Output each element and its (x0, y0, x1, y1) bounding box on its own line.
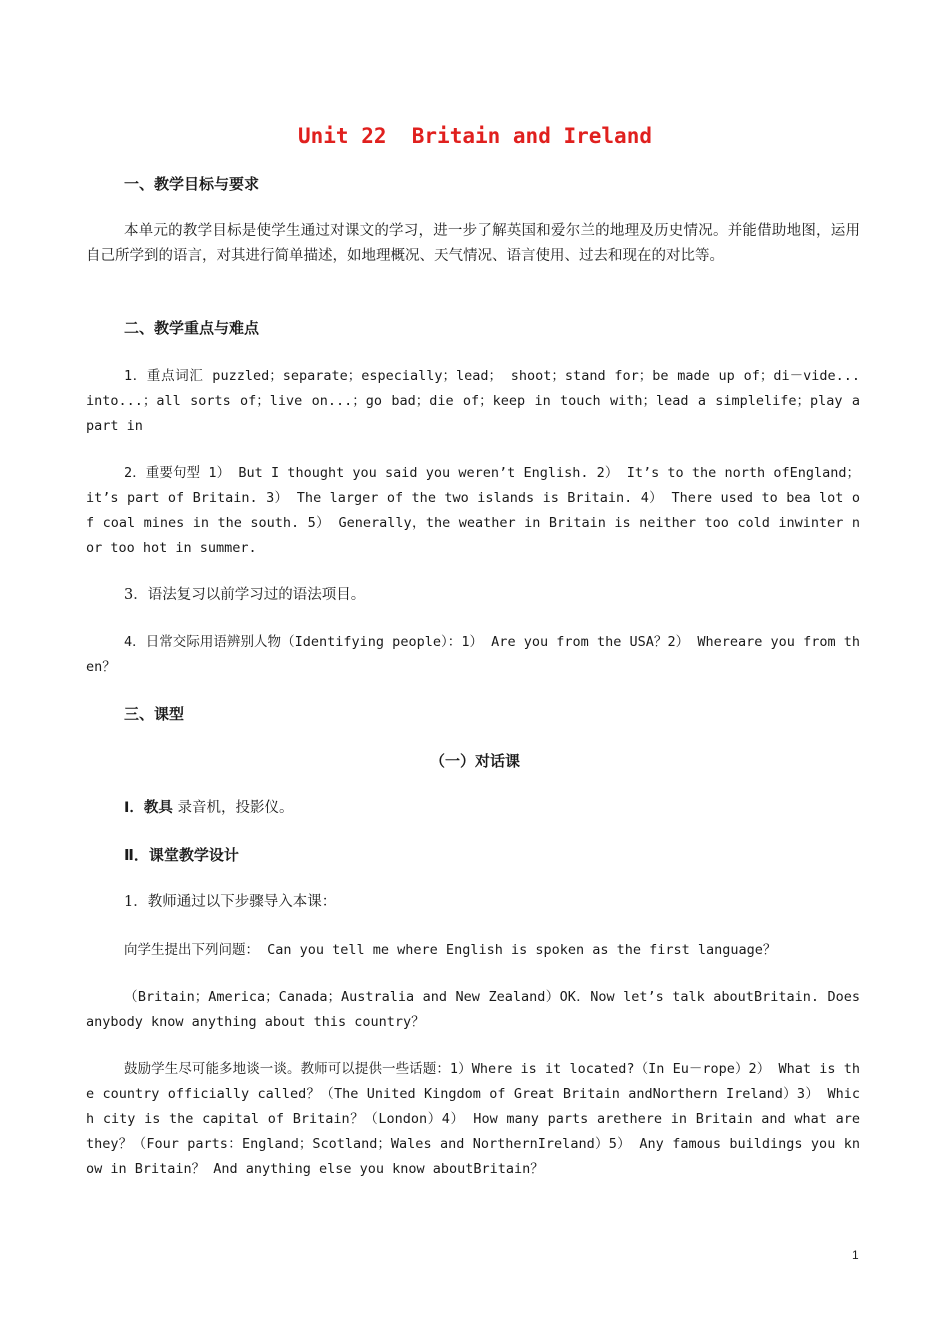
classroom-design-heading: Ⅱ．课堂教学设计 (124, 846, 239, 864)
objectives-paragraph: 本单元的教学目标是使学生通过对课文的学习，进一步了解英国和爱尔兰的地理及历史情况。并能借助地图，运用自己所学到的语言，对其进行简单描述，如地理概况、天气情况、语言使用、过去和现在的对比等。 (86, 223, 860, 264)
key-vocabulary-item: 1．重点词汇 puzzled；separate；especially；lead； shoot；stand for；be made up of；di－vide...into...；all sorts of；live on...；go bad；die of；keep in touch with；lead a simplelife；play a part in (86, 368, 860, 434)
lead-in-step: 1．教师通过以下步骤导入本课： (124, 894, 337, 910)
teaching-tools-text: 录音机，投影仪。 (172, 800, 294, 816)
lead-in-answer: （Britain；America；Canada；Australia and New Zealand）OK．Now let’s talk aboutBritain. Does anybody know anything about this country？ (86, 989, 860, 1030)
document-title: Unit 22 Britain and Ireland (297, 124, 652, 148)
page-number: 1 (852, 1248, 859, 1262)
key-sentences-item: 2．重要句型 1） But I thought you said you weren’t English. 2） It’s to the north ofEngland；it’s part of Britain. 3） The larger of the two islands is Britain. 4） There used to bea lot of coal mines in the south. 5） Generally，the weather in Britain is neither too cold inwinter nor too hot in summer. (86, 465, 860, 556)
grammar-item: 3．语法复习以前学习过的语法项目。 (124, 587, 366, 603)
lead-in-question: 向学生提出下列问题： Can you tell me where English is spoken as the first language？ (124, 942, 777, 958)
section-heading-key-points: 二、教学重点与难点 (124, 319, 260, 337)
section-heading-lesson-type: 三、课型 (124, 705, 185, 723)
teaching-tools-label: Ⅰ．教具 (124, 800, 173, 816)
dialogue-lesson-subheading: （一）对话课 (429, 752, 520, 770)
teaching-tools-line (86, 796, 860, 821)
discussion-topics: 鼓励学生尽可能多地谈一谈。教师可以提供一些话题：1）Where is it located?（In Eu－rope）2） What is the country officially called？（The United Kingdom of Great Britain andNorthern Ireland）3） Which city is the capital of Britain？（London）4） How many parts arethere in Britain and what are they？（Four parts：England；Scotland；Wales and NorthernIreland）5） Any famous buildings you know in Britain？ And anything else you know aboutBritain？ (86, 1061, 860, 1177)
daily-expressions-item: 4．日常交际用语辨别人物（Identifying people）：1） Are you from the USA？2） Whereare you from then？ (86, 634, 860, 675)
section-heading-objectives: 一、教学目标与要求 (124, 175, 260, 193)
